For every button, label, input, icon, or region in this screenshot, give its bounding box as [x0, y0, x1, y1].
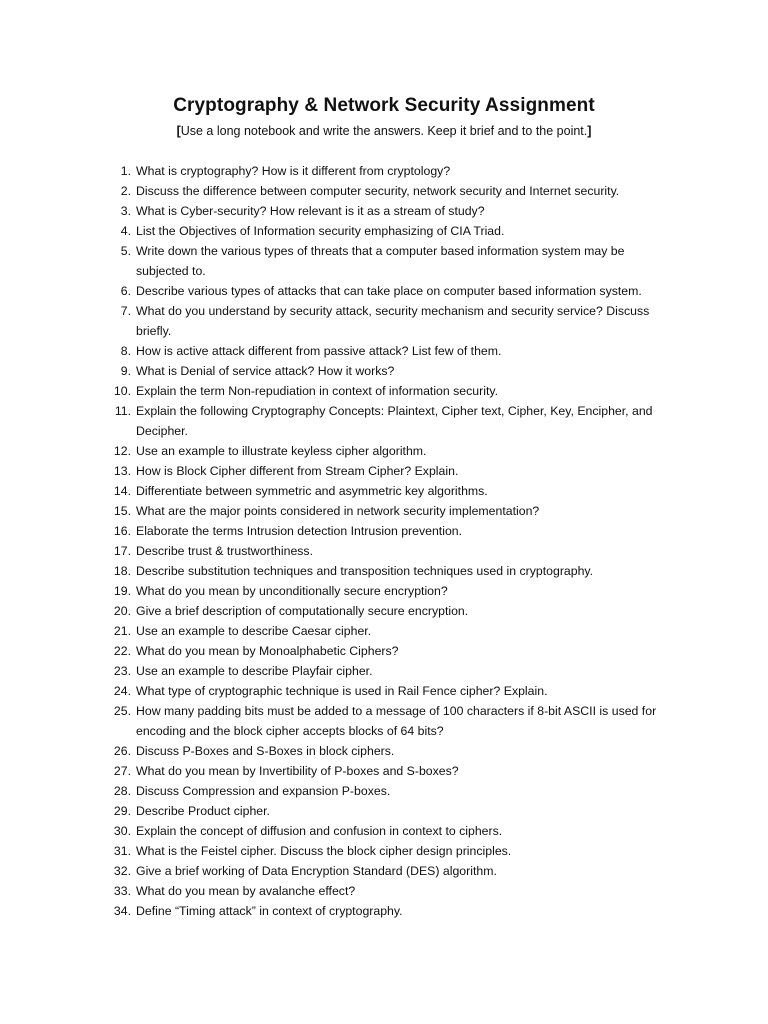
question-number: 32.: [113, 864, 131, 878]
question-text: How is Block Cipher different from Stream Cipher? Explain.: [136, 464, 459, 478]
document-title: Cryptography & Network Security Assignment: [173, 95, 595, 116]
question-item: [0, 621, 670, 641]
question-item: [0, 841, 670, 861]
question-number: 21.: [113, 624, 131, 638]
question-text: Give a brief description of computationally secure encryption.: [136, 604, 469, 618]
question-text: What do you mean by avalanche effect?: [136, 884, 356, 898]
question-text: What do you mean by unconditionally secure encryption?: [136, 584, 448, 598]
question-item: [0, 821, 670, 841]
question-item: [0, 361, 670, 381]
question-text: Use an example to describe Caesar cipher.: [136, 624, 372, 638]
question-item: [0, 401, 670, 441]
question-number: 31.: [113, 844, 131, 858]
question-item: [0, 601, 670, 621]
question-item: [0, 741, 670, 761]
instruction-close-bracket: ]: [587, 124, 592, 138]
question-item: [0, 281, 670, 301]
question-number: 6.: [120, 284, 131, 298]
question-number: 26.: [113, 744, 131, 758]
question-text: Describe Product cipher.: [136, 804, 270, 818]
question-text: Describe substitution techniques and transposition techniques used in cryptography.: [136, 564, 594, 578]
question-item: [0, 221, 670, 241]
question-number: 28.: [113, 784, 131, 798]
question-item: [0, 441, 670, 461]
question-number: 16.: [113, 524, 131, 538]
question-item: [0, 541, 670, 561]
question-text: Use an example to describe Playfair cipher.: [136, 664, 373, 678]
question-text: What are the major points considered in network security implementation?: [136, 504, 540, 518]
question-item: [0, 521, 670, 541]
question-number: 9.: [120, 364, 131, 378]
question-item: [0, 481, 670, 501]
question-number: 14.: [113, 484, 131, 498]
question-text: Discuss the difference between computer security, network security and Internet security.: [136, 184, 620, 198]
question-number: 11.: [114, 404, 131, 418]
question-number: 33.: [113, 884, 131, 898]
question-text: Explain the concept of diffusion and confusion in context to ciphers.: [136, 824, 503, 838]
question-item: [0, 861, 670, 881]
question-number: 24.: [113, 684, 131, 698]
question-number: 30.: [113, 824, 131, 838]
question-number: 29.: [113, 804, 131, 818]
question-item: [0, 701, 670, 741]
question-text: What is cryptography? How is it different from cryptology?: [136, 164, 451, 178]
question-item: [0, 561, 670, 581]
instruction-note: [0, 122, 768, 140]
question-text: What is Cyber-security? How relevant is it as a stream of study?: [136, 204, 485, 218]
question-item: [0, 461, 670, 481]
question-text: Elaborate the terms Intrusion detection Intrusion prevention.: [136, 524, 463, 538]
question-number: 2.: [120, 184, 131, 198]
question-number: 1.: [120, 164, 131, 178]
question-item: [0, 501, 670, 521]
question-number: 5.: [120, 244, 131, 258]
question-item: [0, 661, 670, 681]
question-text: Give a brief working of Data Encryption Standard (DES) algorithm.: [136, 864, 497, 878]
question-number: 22.: [113, 644, 131, 658]
question-number: 27.: [113, 764, 131, 778]
question-number: 7.: [120, 304, 131, 318]
question-number: 8.: [120, 344, 131, 358]
question-number: 10.: [113, 384, 131, 398]
question-text: What do you mean by Invertibility of P-boxes and S-boxes?: [136, 764, 459, 778]
question-text: Write down the various types of threats that a computer based information system may be subjected to.: [136, 244, 625, 278]
question-item: [0, 301, 670, 341]
question-item: [0, 641, 670, 661]
question-item: [0, 901, 670, 921]
question-number: 17.: [113, 544, 131, 558]
question-item: [0, 161, 670, 181]
question-item: [0, 381, 670, 401]
question-text: List the Objectives of Information security emphasizing of CIA Triad.: [136, 224, 505, 238]
instruction-open-bracket: [: [176, 124, 181, 138]
question-item: [0, 881, 670, 901]
question-list: [0, 161, 768, 921]
question-number: 19.: [113, 584, 131, 598]
question-text: Discuss Compression and expansion P-boxes.: [136, 784, 391, 798]
question-item: [0, 241, 670, 281]
question-text: Explain the following Cryptography Concepts: Plaintext, Cipher text, Cipher, Key, Encipher, and Decipher.: [136, 404, 653, 438]
question-text: How is active attack different from passive attack? List few of them.: [136, 344, 502, 358]
question-text: How many padding bits must be added to a message of 100 characters if 8-bit ASCII is used for encoding and the block cipher accepts blocks of 64 bits?: [136, 704, 657, 738]
question-text: What is Denial of service attack? How it works?: [136, 364, 395, 378]
question-number: 13.: [113, 464, 131, 478]
question-number: 23.: [113, 664, 131, 678]
question-number: 18.: [113, 564, 131, 578]
question-number: 4.: [120, 224, 131, 238]
question-text: Describe various types of attacks that can take place on computer based information system.: [136, 284, 642, 298]
question-text: What type of cryptographic technique is used in Rail Fence cipher? Explain.: [136, 684, 548, 698]
question-number: 3.: [120, 204, 131, 218]
question-item: [0, 181, 670, 201]
question-item: [0, 681, 670, 701]
question-text: Use an example to illustrate keyless cipher algorithm.: [136, 444, 427, 458]
question-text: What do you mean by Monoalphabetic Ciphers?: [136, 644, 399, 658]
question-text: Discuss P-Boxes and S-Boxes in block ciphers.: [136, 744, 395, 758]
question-text: What is the Feistel cipher. Discuss the block cipher design principles.: [136, 844, 512, 858]
question-item: [0, 341, 670, 361]
question-item: [0, 201, 670, 221]
question-number: 34.: [113, 904, 131, 918]
question-item: [0, 801, 670, 821]
question-item: [0, 781, 670, 801]
question-item: [0, 761, 670, 781]
question-number: 25.: [113, 704, 131, 718]
question-number: 20.: [113, 604, 131, 618]
question-text: Differentiate between symmetric and asymmetric key algorithms.: [136, 484, 488, 498]
question-item: [0, 581, 670, 601]
instruction-text: Use a long notebook and write the answers. Keep it brief and to the point.: [180, 124, 588, 138]
question-text: Explain the term Non-repudiation in context of information security.: [136, 384, 499, 398]
question-text: Describe trust & trustworthiness.: [136, 544, 313, 558]
question-number: 12.: [113, 444, 131, 458]
question-number: 15.: [113, 504, 131, 518]
question-text: What do you understand by security attack, security mechanism and security service? Discuss briefly.: [136, 304, 650, 338]
question-text: Define “Timing attack” in context of cryptography.: [136, 904, 403, 918]
